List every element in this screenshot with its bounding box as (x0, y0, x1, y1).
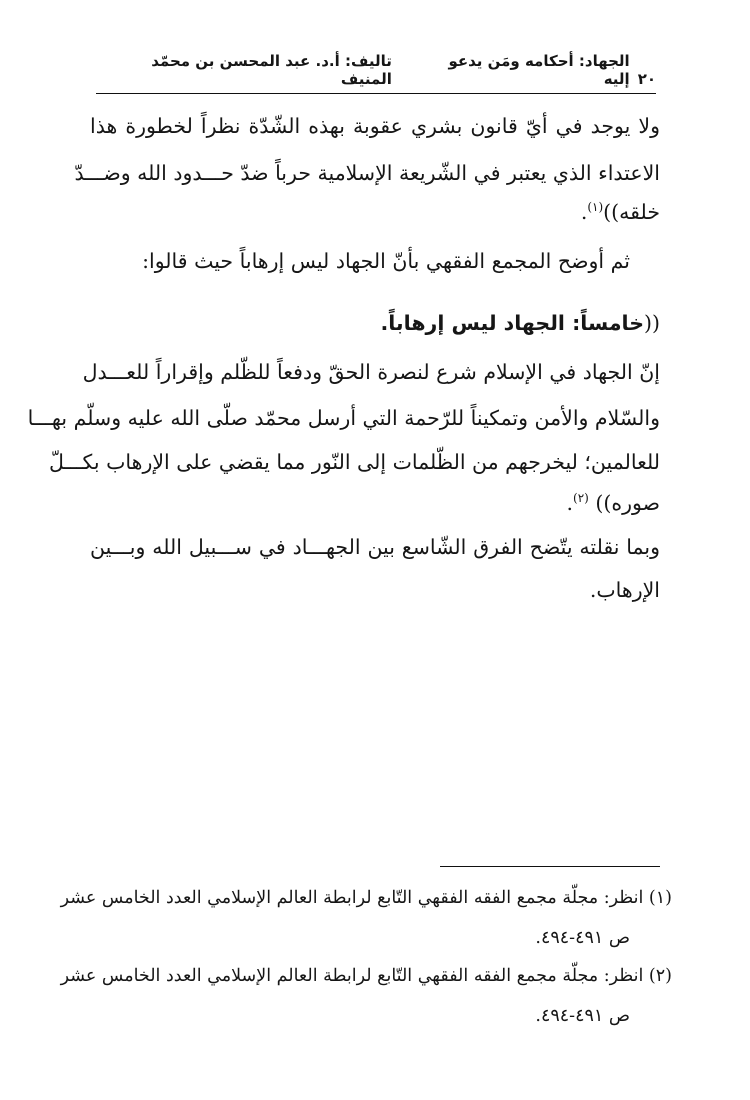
paragraph-1-period: . (580, 199, 588, 224)
paragraph-3-line-4 (566, 492, 660, 513)
section-heading (380, 313, 660, 334)
heading-text: خامساً: الجهاد ليس إرهاباً. (380, 311, 644, 335)
paragraph-3-line-1: إنّ الجهاد في الإسلام شرع لنصرة الحقّ ودفعاً للظّلم وإقراراً للعـــدل (82, 360, 660, 384)
paragraph-1-line-3-text: خلقه)) (603, 199, 660, 224)
paragraph-2: ثم أوضح المجمع الفقهي بأنّ الجهاد ليس إرهاباً حيث قالوا: (142, 249, 630, 273)
footnote-2-line-1: (٢) انظر: مجلّة مجمع الفقه الفقهي التّابع لرابطة العالم الإسلامي العدد الخامس عشر (60, 966, 672, 986)
paragraph-4-line-1: وبما نقلته يتّضح الفرق الشّاسع بين الجهـــاد في ســـبيل الله وبـــين (90, 535, 660, 559)
footnote-2-line-2: ص ٤٩١-٤٩٤. (535, 1006, 630, 1026)
paragraph-3-line-3: للعالمين؛ ليخرجهم من الظّلمات إلى النّور مما يقضي على الإرهاب بكـــلّ (49, 450, 660, 474)
author-line: تاليف: أ.د. عبد المحسن بن محمّد المنيف (151, 52, 392, 88)
book-title: الجهاد: أحكامه ومَن يدعو إليه (448, 52, 630, 88)
paragraph-1-line-2: الاعتداء الذي يعتبر في الشّريعة الإسلامية حرباً ضدّ حـــدود الله وضـــدّ (74, 161, 660, 185)
paragraph-4-line-2: الإرهاب. (589, 578, 660, 602)
footnote-1-line-1: (١) انظر: مجلّة مجمع الفقه الفقهي التّابع لرابطة العالم الإسلامي العدد الخامس عشر (60, 888, 672, 908)
footnote-separator (440, 866, 660, 867)
paragraph-3-period: . (566, 490, 573, 515)
page-header (96, 52, 656, 94)
heading-open-quote: (( (644, 311, 660, 335)
paragraph-3-line-2: والسّلام والأمن وتمكيناً للرّحمة التي أرسل محمّد صلّى الله عليه وسلّم بهـــا (27, 406, 660, 430)
paragraph-3-line-4-text: صوره)) (595, 490, 660, 515)
paragraph-1-line-3 (581, 201, 660, 222)
footnote-ref-1: (١) (587, 200, 604, 214)
paragraph-1-line-1: ولا يوجد في أيّ قانون بشري عقوبة بهذه الشّدّة نظراً لخطورة هذا (90, 114, 660, 138)
footnote-1-line-2: ص ٤٩١-٤٩٤. (535, 928, 630, 948)
page-number: ٢٠ (637, 70, 656, 88)
footnote-ref-2: (٢) (573, 491, 589, 505)
